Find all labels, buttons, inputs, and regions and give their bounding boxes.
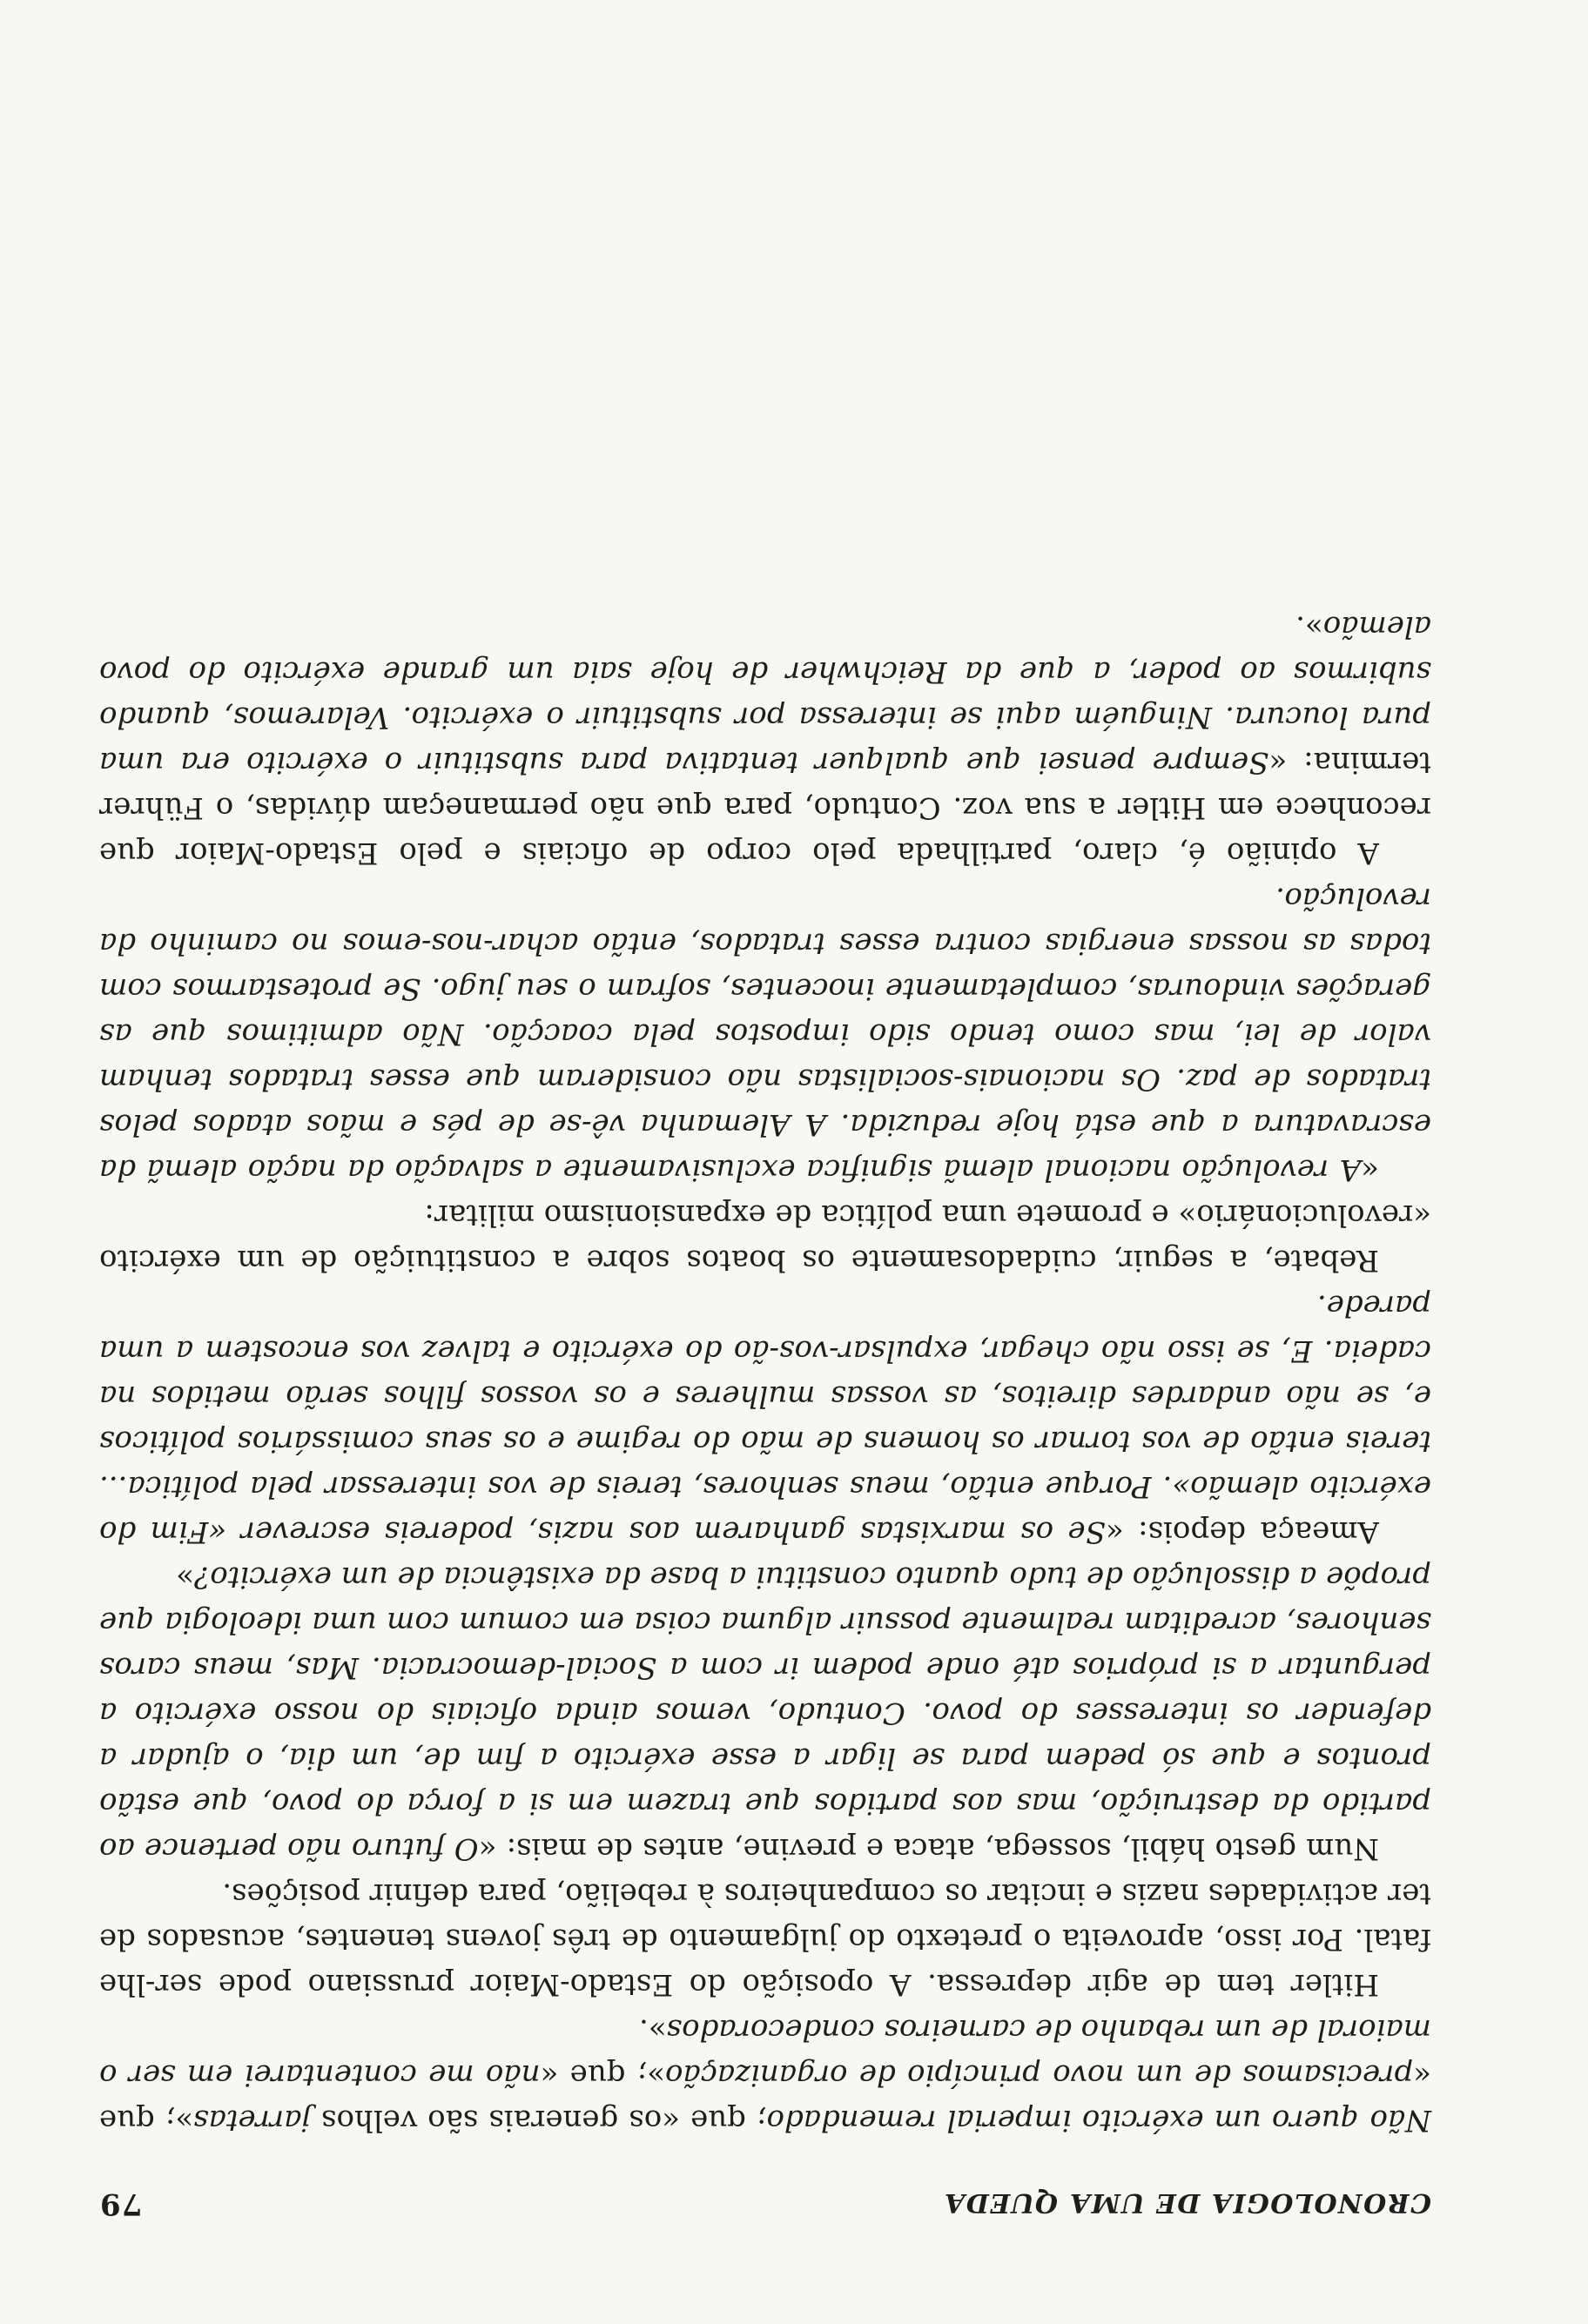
paragraph [99,1871,1431,2007]
text-segment: »; que « [540,2058,666,2092]
italic-text-segment: A revolução nacional alemã significa exclusivamente a salvação da nação alemã da escravatura a que está hoje reduzida. A Alemanha vê-se de pés e mãos atados pelos tratados de paz. Os nacionais-socialistas não consideram que esses tratados tenham valor de lei, mas como tendo sido impostos pela coacção. Não admitimos que as gerações vindouras, completamente inocentes, sofram o seu jugo. Se protestarmos com todas as nossas energias contra esses tratados, então achar-nos-emos no caminho da revolução. [99,881,1431,1187]
running-head-title: CRONOLOGIA DE UMA QUEDA [943,2187,1431,2218]
italic-text-segment: precisamos de um novo princípio de organização [665,2058,1414,2092]
text-segment: » [176,1560,194,1595]
italic-text-segment: Se os marxistas ganharem aos nazis, podereis escrever «Fim do exército alemão». Porque então, meus senhores, tereis de vos interessar pela política... tereis então de vos tornar os homens de mão do regime e os seus comissários políticos e, se não andardes direitos, as vossas mulheres e os vossos filhos serão metidos na cadeia. E, se isso não chegar, expulsar-vos-ão do exército e talvez vos encostem a uma parede. [99,1288,1431,1549]
italic-text-segment: Não quero um exército imperial remendado [766,2103,1431,2138]
italic-text-segment: jarretas [193,2103,311,2138]
text-segment: Ameaça depois: « [1105,1515,1379,1549]
text-segment: Hitler tem de agir depressa. A oposição do Estado-Maior prussiano pode ser-lhe fatal. Por isso, aproveita o pretexto do julgamento de três jovens tenentes, acusados de ter actividades nazis e incitar os companheiros à rebelião, para definir posições. [99,1877,1431,2002]
page-number: 79 [99,2186,143,2221]
paragraph [99,1192,1431,1283]
italic-text-segment: O futuro não pertence ao partido da destruição, mas aos partidos que trazem em si a força do povo, que estão prontos e que só pedem para se ligar a esse exército a fim de, um dia, o ajudar a defender os interesses do povo. Contudo, vemos ainda oficiais do nosso exército a perguntar a si próprios até onde podem ir com a Social-democracia. Mas, meus caros senhores, acreditam realmente possuir alguma coisa em comum com uma ideologia que propõe a dissolução de tudo quanto constitui a base da existência de um exército? [98,1560,1431,1866]
paragraph [99,1555,1431,1871]
text-block [99,604,1431,2221]
italic-text-segment: não me contentarei em ser o maioral de um rebanho de carneiros condecorados [99,2012,1431,2092]
text-segment: ; que «os generais são velhos [310,2103,767,2138]
paragraph [99,604,1431,876]
text-segment: ». [1295,609,1323,644]
text-segment: Rebate, a seguir, cuidadosamente os boatos sobre a constituição de um exército «revolucionário» e promete uma política de expansionismo militar: [99,1198,1431,1278]
italic-text-segment: Sempre pensei que qualquer tentativa para substituir o exército era uma pura loucura. Ninguém aqui se interessa por substituir o exército. Velaremos, quando subirmos ao poder, a que da Reichwher de hoje saia um grande exército do povo alemão [98,609,1431,780]
text-segment: « [1361,1152,1379,1187]
text-segment: »; que « [99,2058,1431,2138]
running-head [99,2186,1431,2221]
paragraph [99,2007,1431,2143]
paragraph [99,1283,1431,1555]
paragraph [99,876,1431,1192]
text-segment: A opinião é, claro, partilhada pelo corpo de oficiais e pelo Estado-Maior que reconhece em Hitler a sua voz. Contudo, para que não permaneçam dúvidas, o Führer termina: « [99,745,1431,870]
text-segment: Num gesto hábil, sossega, ataca e previne, antes de mais: « [478,1831,1379,1866]
body-text [99,604,1431,2143]
text-segment: ». [639,2012,667,2047]
